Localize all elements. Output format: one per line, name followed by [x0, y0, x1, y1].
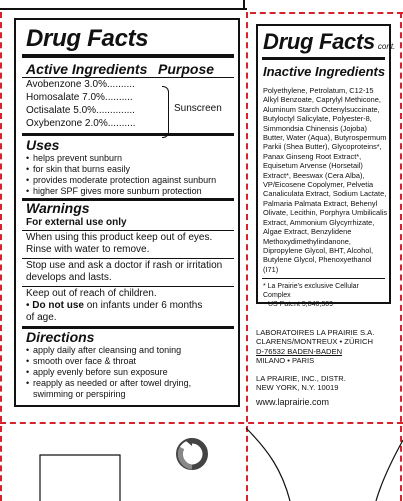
title-rule — [22, 54, 234, 58]
directions-list — [26, 345, 191, 389]
drug-facts-cont-title-text: Drug Facts — [263, 29, 375, 54]
active-rule — [22, 77, 234, 78]
distributor-name: LA PRAIRIE, INC., DISTR. — [256, 373, 346, 383]
purpose-header: Purpose — [158, 61, 215, 77]
drug-facts-panel — [14, 18, 240, 407]
spacer — [256, 366, 396, 374]
list-item: • provides moderate protection against sunburn — [26, 175, 216, 186]
drug-facts-title: Drug Facts — [26, 25, 149, 52]
directions-continuation: swimming or perspiring — [33, 389, 126, 399]
green-dot-recycle-icon — [176, 438, 208, 470]
drug-facts-continued-panel — [256, 24, 396, 308]
purpose-brace — [162, 86, 169, 138]
right-title-rule — [262, 57, 385, 60]
uses-list — [26, 153, 216, 197]
external-use-text: For external use only — [26, 217, 127, 228]
warning-children: Keep out of reach of children. — [26, 288, 157, 299]
directions-header: Directions — [26, 329, 95, 345]
company-name: LABORATOIRES LA PRAIRIE S.A. — [256, 328, 375, 337]
list-item: • apply daily after cleansing and toning — [26, 345, 191, 356]
ingredient-homosalate: Homosalate 7.0%.......... — [26, 92, 133, 103]
uses-header: Uses — [26, 137, 60, 153]
warning-doctor-line2: develops and lasts. — [26, 272, 112, 283]
cellular-complex-footnote — [263, 282, 388, 309]
infants-text: on infants under 6 months — [83, 300, 203, 311]
do-not-use-bold: Do not use — [32, 300, 84, 311]
list-item: • reapply as needed or after towel drying, — [26, 378, 191, 389]
company-postal: D-76532 BADEN-BADEN — [256, 346, 343, 356]
footnote-line2: US Patent 5,840,309 — [268, 301, 333, 308]
ingredient-oxybenzone: Oxybenzone 2.0%.......... — [26, 118, 136, 129]
purpose-text: Sunscreen — [174, 103, 222, 114]
list-item: • for skin that burns easily — [26, 164, 216, 175]
cont-label: cont. — [377, 42, 396, 51]
list-item: • higher SPF gives more sunburn protection — [26, 186, 216, 197]
list-item: • apply evenly before sun exposure — [26, 367, 191, 378]
ingredient-octisalate: Octisalate 5.0%.............. — [26, 105, 135, 116]
warning-eyes-line2: Rinse with water to remove. — [26, 244, 150, 255]
inactive-ingredients-header: Inactive Ingredients — [263, 64, 386, 79]
inactive-ingredients-text: Polyethylene, Petrolatum, C12-15 Alkyl Benzoate, Caprylyl Methicone, Aluminum Starch Octenylsuccinate, Butyloctyl Salicylate, Polyester-8, Simmondsia Chinensis (Jojoba) Butter, Water (Aqua), Butyrospermum Parkii (Shea Butter), Glycoproteins*, Panax Ginseng Root Extract*, Equisetum Arvense (Horsetail) Extract*, Beeswax (Cera Alba), VP/Eicosene Copolymer, Pelvetia Canaliculata Extract, Sodium Lactate, Palmaria Palmata Extract, Behenyl Olivate, Lecithin, Porphyra Umbilicalis Extract, Ammonium Glycyrrhizate, Algae Extract, Benzylidene Methoxydimethylindanone, Dipropylene Glycol, BHT, Alcohol, Butylene Glycol, Phenoxyethanol (I71) — [263, 86, 388, 274]
warnings-sub-rule-2 — [22, 258, 234, 259]
ingredient-avobenzone: Avobenzone 3.0%.......... — [26, 79, 135, 90]
distributor-address: NEW YORK, N.Y. 10019 — [256, 383, 339, 393]
footnote-rule — [262, 278, 385, 279]
uses-rule — [22, 133, 234, 136]
warning-infants-line2: of age. — [26, 312, 57, 323]
warnings-sub-rule-1 — [22, 230, 234, 231]
drug-facts-cont-title — [263, 30, 395, 59]
list-item: • helps prevent sunburn — [26, 153, 216, 164]
warning-doctor-line1: Stop use and ask a doctor if rash or irritation — [26, 260, 223, 271]
active-ingredients-header: Active Ingredients — [26, 61, 148, 77]
company-address-block — [256, 328, 396, 408]
company-cities: CLARENS/MONTREUX • ZÜRICH — [256, 337, 373, 347]
warning-eyes-line1: When using this product keep out of eyes. — [26, 232, 213, 243]
list-item: • smooth over face & throat — [26, 356, 191, 367]
warning-infants: • Do not use on infants under 6 months — [26, 300, 203, 311]
warnings-header: Warnings — [26, 200, 90, 216]
website: www.laprairie.com — [256, 397, 330, 408]
company-cities-2: MILANO • PARIS — [256, 356, 315, 366]
warnings-sub-rule-3 — [22, 286, 234, 287]
footnote-line1: * La Prairie's exclusive Cellular Complex — [263, 283, 359, 299]
